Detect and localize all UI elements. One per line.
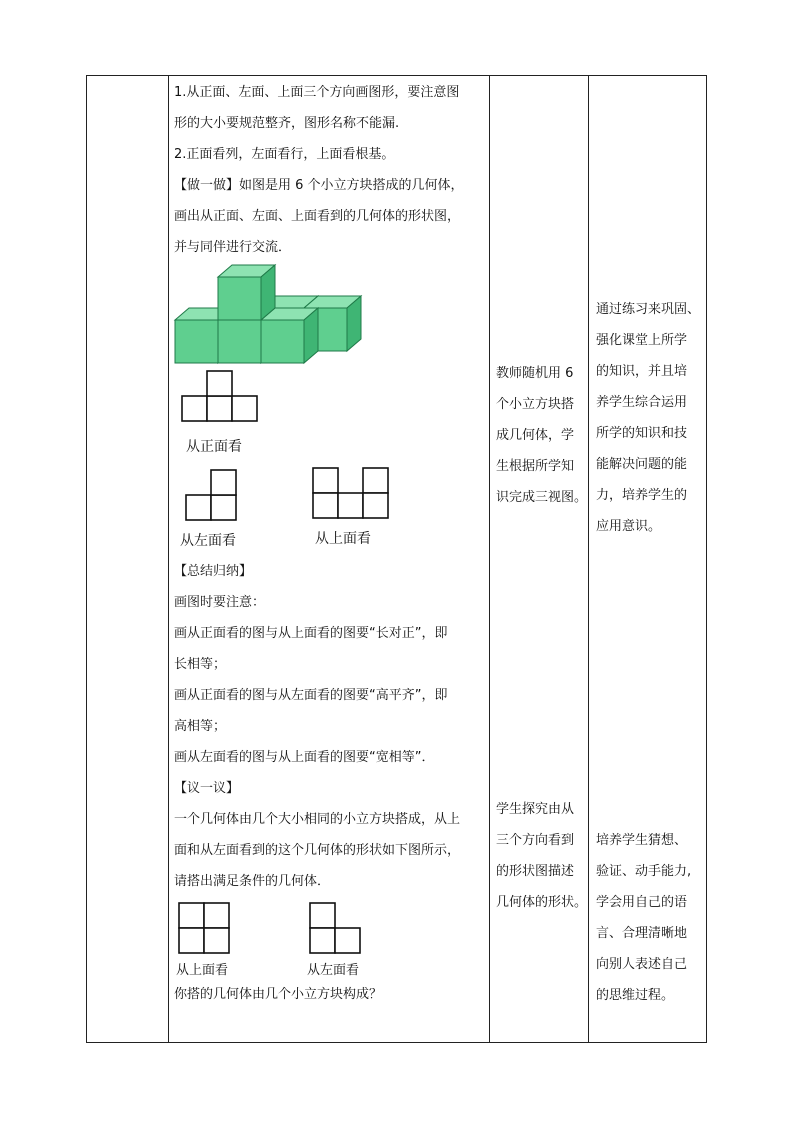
exercise-line-3: 并与同伴进行交流． [174,240,292,255]
top-view-2-cell [179,903,204,928]
top-view-caption: 从上面看 [315,531,371,547]
left-view-cell [211,470,236,495]
left-view-2-cell [310,903,335,928]
instruction-line-2: 形的大小要规范整齐，图形名称不能漏. [174,116,400,131]
column-divider-2 [489,75,490,1043]
summary-line-5: 高相等； [174,719,227,734]
left-view-grid-2 [310,903,370,958]
left-view-grid [186,469,246,524]
instruction-line-1: 1.从正面、左面、上面三个方向画图形，要注意图 [174,85,460,100]
summary-line-1: 画图时要注意： [174,595,266,610]
discuss-heading: 【议一议】 [174,781,240,796]
discuss-line-3: 请搭出满足条件的几何体． [174,874,331,889]
discuss-line-1: 一个几何体由几个大小相同的小立方块搭成，从上 [174,812,461,827]
design-intent-line-4: 养学生综合运用 [596,395,688,410]
front-view-cell [182,396,207,421]
exercise-line-2: 画出从正面、左面、上面看到的几何体的形状图， [174,209,461,224]
top-view-cell [363,468,388,493]
student-activity-line-4: 几何体的形状。 [496,895,588,910]
teacher-activity-line-1: 教师随机用 6 [496,366,574,381]
left-view-2-caption: 从左面看 [307,963,360,978]
design-intent-b-line-2: 验证、动手能力, [596,864,692,879]
student-activity-line-3: 的形状图描述 [496,864,575,879]
design-intent-b-line-1: 培养学生猜想、 [596,833,688,848]
design-intent-b-line-4: 言、合理清晰地 [596,926,688,941]
design-intent-line-8: 应用意识。 [596,519,662,534]
top-view-cell [338,493,363,518]
design-intent-line-1: 通过练习来巩固、 [596,302,701,317]
top-view-2-cell [204,928,229,953]
summary-line-2: 画从正面看的图与从上面看的图要“长对正”，即 [174,626,448,641]
design-intent-line-3: 的知识，并且培 [596,364,688,379]
student-activity-line-1: 学生探究由从 [496,802,575,817]
top-view-2-cell [204,903,229,928]
top-view-grid [313,468,393,523]
top-view-grid-2 [179,903,239,958]
cube-front-face [175,320,218,363]
design-intent-b-line-3: 学会用自己的语 [596,895,688,910]
top-view-2-caption: 从上面看 [176,963,229,978]
design-intent-line-7: 力，培养学生的 [596,488,688,503]
top-view-cell [313,468,338,493]
student-activity-line-2: 三个方向看到 [496,833,575,848]
left-view-cell [211,495,236,520]
column-divider-3 [588,75,589,1043]
design-intent-b-line-6: 的思维过程。 [596,988,675,1003]
front-view-cell [207,371,232,396]
left-view-caption: 从左面看 [180,533,236,549]
top-view-cell [313,493,338,518]
design-intent-line-5: 所学的知识和技 [596,426,688,441]
left-view-cell [186,495,211,520]
left-view-2-cell [335,928,360,953]
teacher-activity-line-5: 识完成三视图。 [496,490,588,505]
teacher-activity-line-2: 个小立方块搭 [496,397,575,412]
top-view-cell [363,493,388,518]
front-view-cell [232,396,257,421]
top-view-2-cell [179,928,204,953]
question-text: 你搭的几何体由几个小立方块构成？ [174,987,383,1002]
discuss-line-2: 面和从左面看到的这个几何体的形状如下图所示， [174,843,461,858]
cube-front-face [261,320,304,363]
design-intent-line-6: 能解决问题的能 [596,457,688,472]
teacher-activity-line-4: 生根据所学知 [496,459,575,474]
front-view-cell [207,396,232,421]
exercise-line-1: 【做一做】如图是用 6 个小立方块搭成的几何体， [174,178,464,193]
column-divider-1 [168,75,169,1043]
front-view-grid [182,371,262,426]
summary-heading: 【总结归纳】 [174,564,253,579]
cube-solid-figure [174,262,334,372]
summary-line-4: 画从正面看的图与从左面看的图要“高平齐”，即 [174,688,448,703]
front-view-caption: 从正面看 [186,439,242,455]
cube-front-face [218,277,261,320]
summary-line-6: 画从左面看的图与从上面看的图要“宽相等”． [174,750,435,765]
design-intent-line-2: 强化课堂上所学 [596,333,688,348]
summary-line-3: 长相等； [174,657,227,672]
left-view-2-cell [310,928,335,953]
design-intent-b-line-5: 向别人表述自己 [596,957,688,972]
instruction-line-3: 2.正面看列，左面看行，上面看根基。 [174,147,395,162]
cube-front-face [218,320,261,363]
teacher-activity-line-3: 成几何体，学 [496,428,575,443]
